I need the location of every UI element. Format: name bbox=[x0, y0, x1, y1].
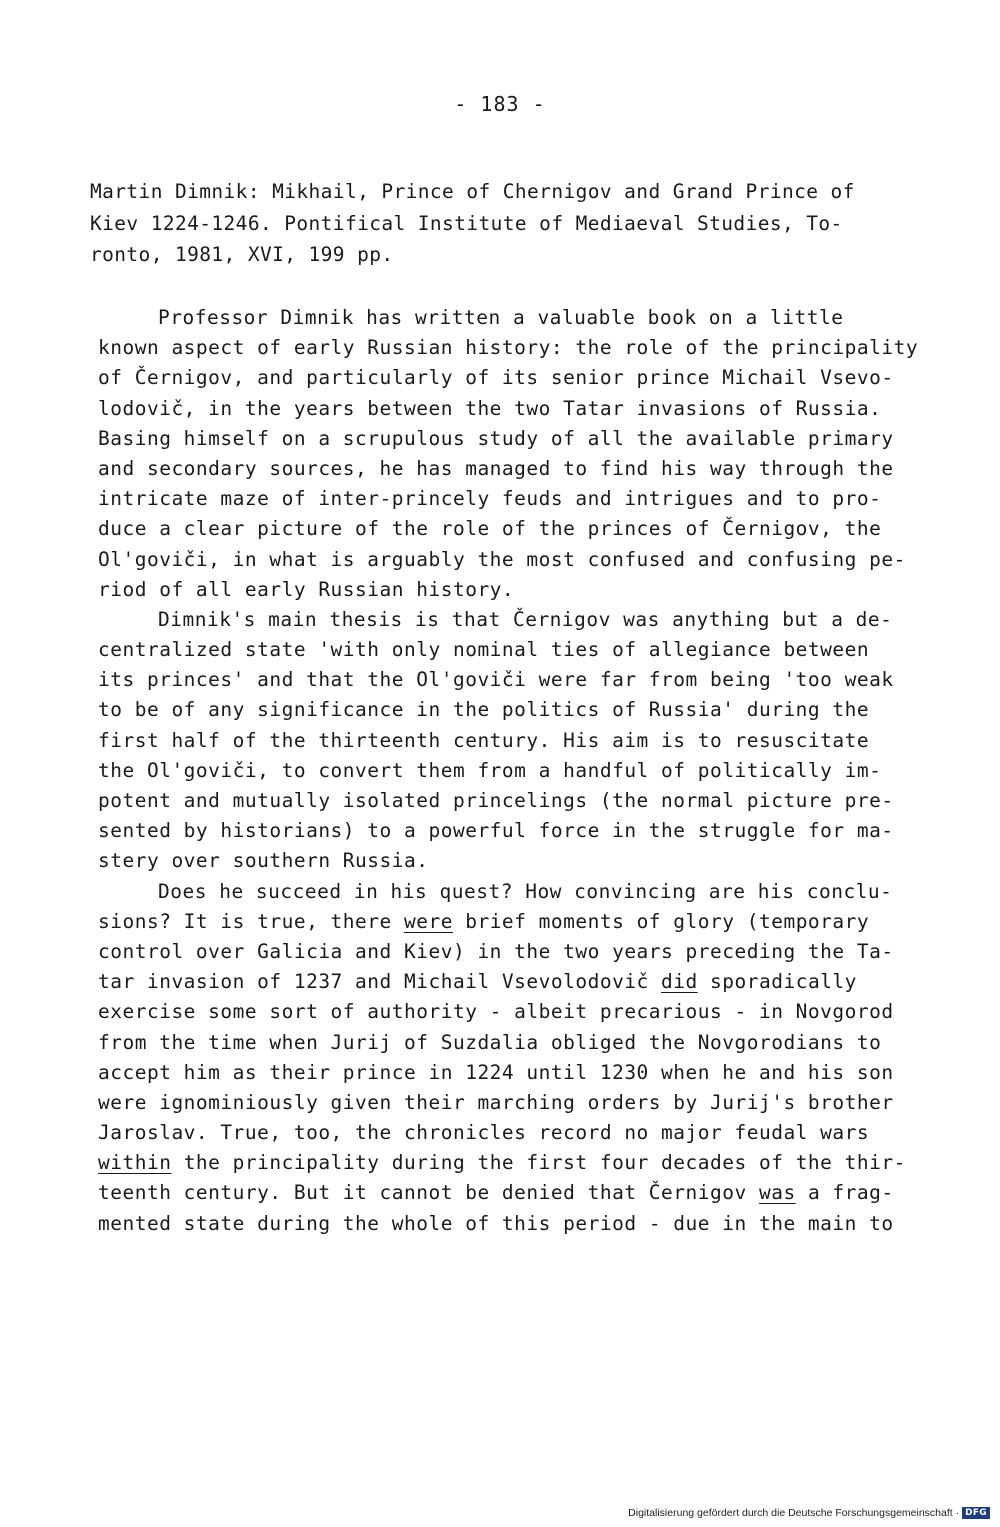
text-line: Basing himself on a scrupulous study of all the available primary bbox=[98, 426, 894, 450]
text-line: and secondary sources, he has managed to find his way through the bbox=[98, 456, 894, 480]
citation-line: ronto, 1981, XVI, 199 pp. bbox=[90, 243, 394, 266]
text-line: duce a clear picture of the role of the princes of Černigov, the bbox=[98, 517, 882, 541]
text-line: centralized state 'with only nominal ties of allegiance between bbox=[98, 638, 870, 662]
text-line bbox=[98, 907, 918, 937]
underlined-word: within bbox=[98, 1151, 172, 1175]
text-line: mented state during the whole of this period - due in the main to bbox=[98, 1211, 894, 1235]
digitization-footer bbox=[628, 1507, 990, 1519]
underlined-word: did bbox=[661, 970, 698, 994]
text-line: control over Galicia and Kiev) in the two years preceding the Ta- bbox=[98, 939, 894, 963]
text-line: Dimnik's main thesis is that Černigov was anything but a de- bbox=[158, 607, 893, 631]
text-line: Jaroslav. True, too, the chronicles record no major feudal wars bbox=[98, 1121, 870, 1145]
text-line: the Ol'goviči, to convert them from a handful of politically im- bbox=[98, 758, 882, 782]
text-line: were ignominiously given their marching orders by Jurij's brother bbox=[98, 1090, 894, 1114]
text-line: Professor Dimnik has written a valuable book on a little bbox=[158, 306, 844, 329]
text-line: exercise some sort of authority - albeit precarious - in Novgorod bbox=[98, 1000, 894, 1024]
text-fragment: sions? It is true, there bbox=[98, 909, 404, 933]
text-line: to be of any significance in the politics of Russia' during the bbox=[98, 698, 870, 722]
text-fragment: sporadically bbox=[697, 970, 857, 994]
underlined-word: was bbox=[758, 1181, 796, 1205]
text-line: lodovič, in the years between the two Tatar invasions of Russia. bbox=[98, 396, 882, 420]
text-fragment: teenth century. But it cannot be denied that Černigov bbox=[98, 1181, 759, 1205]
text-fragment: brief moments of glory (temporary bbox=[452, 909, 870, 933]
text-line: stery over southern Russia. bbox=[98, 849, 429, 873]
citation-line: Martin Dimnik: Mikhail, Prince of Chernigov and Grand Prince of bbox=[90, 180, 855, 203]
text-fragment: a frag- bbox=[795, 1181, 894, 1205]
citation-line: Kiev 1224-1246. Pontifical Institute of Mediaeval Studies, To- bbox=[90, 211, 843, 235]
text-line: its princes' and that the Ol'goviči were far from being 'too weak bbox=[98, 668, 894, 692]
text-fragment: tar invasion of 1237 and Michail Vsevolodovič bbox=[98, 970, 662, 994]
text-fragment: the principality during the first four decades of the thir- bbox=[171, 1151, 906, 1175]
text-line bbox=[98, 1148, 918, 1178]
text-line: intricate maze of inter-princely feuds and intrigues and to pro- bbox=[98, 487, 882, 511]
text-line bbox=[98, 967, 918, 997]
text-line: known aspect of early Russian history: the role of the principality bbox=[98, 336, 919, 360]
text-line: from the time when Jurij of Suzdalia obliged the Novgorodians to bbox=[98, 1030, 882, 1054]
page-number: - 183 - bbox=[454, 92, 546, 116]
review-citation bbox=[90, 176, 870, 271]
text-line: Ol'goviči, in what is arguably the most confused and confusing pe- bbox=[98, 547, 906, 571]
text-line bbox=[98, 1178, 918, 1208]
footer-text: Digitalisierung gefördert durch die Deutsche Forschungsgemeinschaft · bbox=[628, 1507, 960, 1519]
dfg-logo: DFG bbox=[962, 1507, 990, 1519]
text-line: riod of all early Russian history. bbox=[98, 577, 515, 601]
text-line: potent and mutually isolated princelings (the normal picture pre- bbox=[98, 789, 894, 812]
text-line: first half of the thirteenth century. His aim is to resuscitate bbox=[98, 728, 870, 752]
text-line: accept him as their prince in 1224 until 1230 when he and his son bbox=[98, 1060, 894, 1084]
text-line: sented by historians) to a powerful force in the struggle for ma- bbox=[98, 819, 894, 843]
text-line: of Černigov, and particularly of its senior prince Michail Vsevo- bbox=[98, 366, 894, 390]
underlined-word: were bbox=[404, 909, 453, 933]
text-line: Does he succeed in his quest? How convincing are his conclu- bbox=[158, 879, 893, 903]
review-body bbox=[98, 303, 918, 1239]
